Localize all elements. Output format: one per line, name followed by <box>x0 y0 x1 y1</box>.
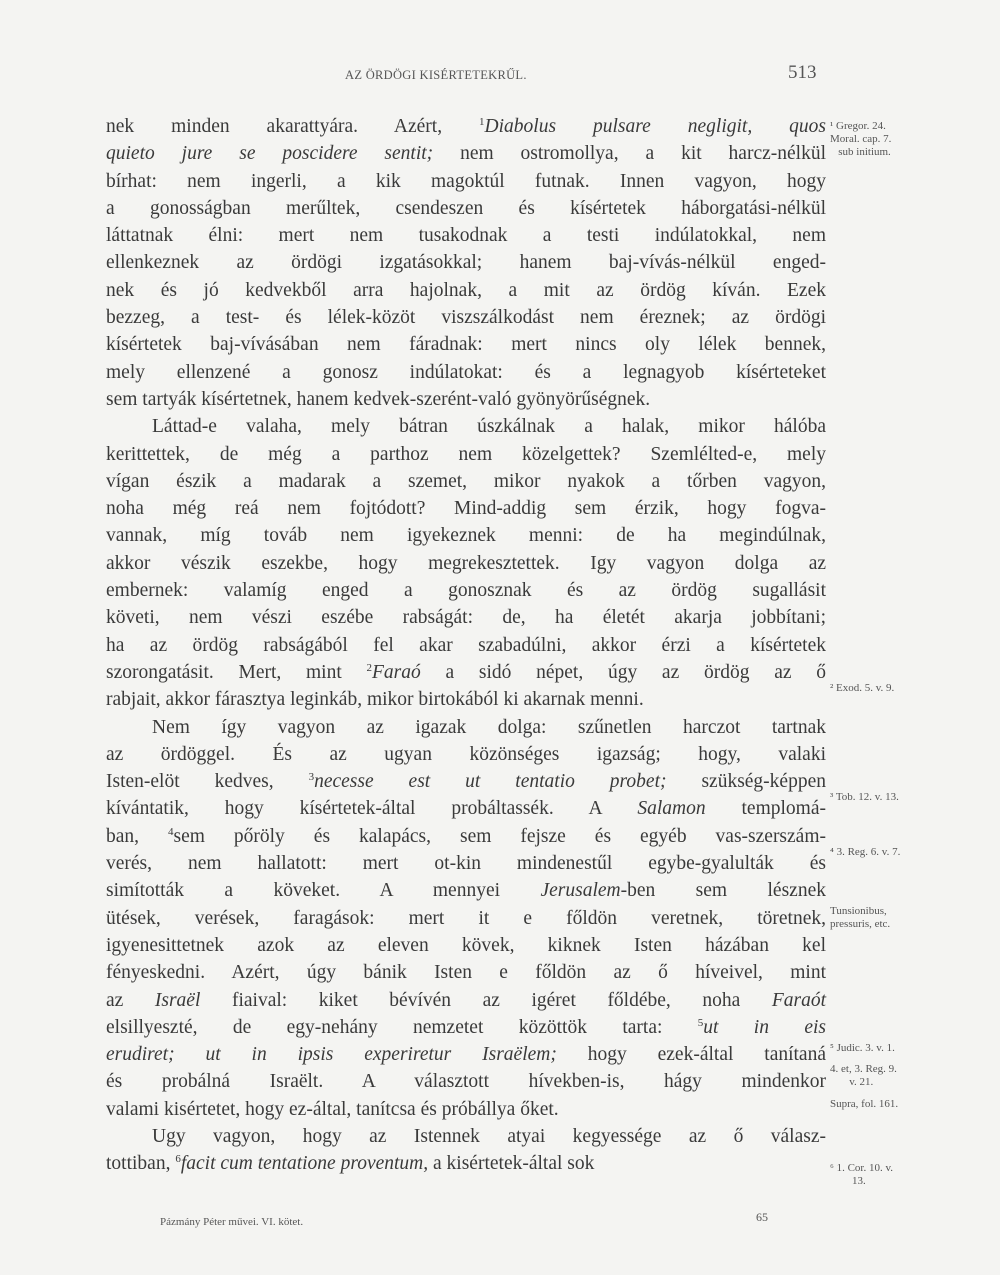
text-span: vígan észik a madarak a szemet, mikor nyakok a tőrben vagyon, <box>106 470 826 492</box>
text-span: templomá- <box>705 798 826 820</box>
text-span: a sidó népet, úgy az ördög az ő <box>420 661 826 683</box>
text-span: bírhat: nem ingerli, a kik magoktúl futnak. Innen vagyon, hogy <box>106 170 826 192</box>
text-span: láttatnak élni: mert nem tusakodnak a testi indúlatokkal, nem <box>106 225 826 247</box>
text-span: embernek: valamíg enged a gonosznak és az ördög sugallásit <box>106 580 826 602</box>
text-span: kívántatik, hogy kísértetek-által probáltassék. A <box>106 798 638 820</box>
text-line <box>106 1096 826 1123</box>
latin-quotation: Faraót <box>771 989 826 1011</box>
text-span: igyenesittetnek azok az eleven kövek, kiknek Isten házában kel <box>106 934 826 956</box>
text-line <box>106 905 826 932</box>
text-line <box>106 1123 826 1150</box>
text-line <box>106 959 826 986</box>
text-span: ban, <box>106 825 169 847</box>
text-line <box>106 222 826 249</box>
margin-note: ¹ Gregor. 24. Moral. cap. 7. sub initium. <box>830 120 892 158</box>
running-header: AZ ÖRDÖGI KISÉRTETEKRŰL. <box>345 68 527 82</box>
text-line <box>106 850 826 877</box>
text-span: elsillyeszté, de egy-nehány nemzetet közöttök tarta: <box>106 1016 698 1038</box>
footnote-marker: 3 <box>308 771 315 784</box>
text-line <box>106 522 826 549</box>
page-number: 513 <box>788 62 817 83</box>
latin-quotation: erudiret; ut in ipsis experiretur Israëlem; <box>106 1044 557 1066</box>
text-span: ha az ördög rabságából fel akar szabadúlni, akkor érzi a kísértetek <box>106 634 826 656</box>
text-line <box>106 1068 826 1095</box>
text-span: Ugy vagyon, hogy az Istennek atyai kegyessége az ő válasz- <box>152 1125 826 1147</box>
latin-quotation: Israël <box>154 989 201 1011</box>
text-line <box>106 168 826 195</box>
text-line <box>106 632 826 659</box>
text-span: fényeskedni. Azért, úgy bánik Isten e főldön az ő híveivel, mint <box>106 962 826 984</box>
text-line <box>106 468 826 495</box>
text-line <box>106 331 826 358</box>
text-line <box>106 795 826 822</box>
footnote-marker: 6 <box>175 1153 181 1166</box>
text-span: ütések, verések, faragások: mert it e főldön veretnek, töretnek, <box>106 907 826 929</box>
text-line <box>106 304 826 331</box>
text-line <box>106 686 826 713</box>
text-span: valami kisértetet, hogy ez-által, tanítcsa és próbállya őket. <box>106 1098 559 1120</box>
margin-note: 4. et, 3. Reg. 9. v. 21. <box>830 1063 897 1088</box>
text-span: követi, nem vészi eszébe rabságát: de, ha életét akarja jobbítani; <box>106 607 826 629</box>
text-span: hogy ezek-által tanítaná <box>556 1044 826 1066</box>
text-span: Isten-elöt kedves, <box>106 771 309 793</box>
margin-note: ⁵ Judic. 3. v. 1. <box>830 1042 895 1054</box>
text-line <box>106 441 826 468</box>
text-line <box>106 1014 826 1041</box>
margin-note: ² Exod. 5. v. 9. <box>830 682 895 694</box>
text-span: sem pőröly és kalapács, sem fejsze és egyéb vas-szerszám- <box>173 825 826 847</box>
text-span: és probálná Israëlt. A választott hívekben-is, hágy mindenkor <box>106 1071 826 1093</box>
text-line <box>106 714 826 741</box>
latin-quotation: ut in eis <box>703 1016 827 1038</box>
text-span: nek és jó kedvekből arra hajolnak, a mit az ördög kíván. Ezek <box>106 279 826 301</box>
text-span: a gonosságban merűltek, csendeszen és kísértetek háborgatási-nélkül <box>106 197 826 219</box>
text-span: fiaival: kiket bévívén az igéret főldébe, noha <box>200 989 772 1011</box>
text-span: simították a köveket. A mennyei <box>106 880 541 902</box>
text-span: kerittettek, de még a parthoz nem közelgettek? Szemlélted-e, mely <box>106 443 826 465</box>
text-span: rabjait, akkor fárasztya leginkáb, mikor birtokából ki akarnak menni. <box>106 689 644 711</box>
text-span: noha még reá nem fojtódott? Mind-addig sem érzik, hogy fogva- <box>106 498 826 520</box>
text-line <box>106 604 826 631</box>
text-line <box>106 577 826 604</box>
text-span: az ördöggel. És az ugyan közönséges igazság; hogy, valaki <box>106 743 826 765</box>
footnote-marker: 5 <box>697 1016 704 1029</box>
signature-mark: 65 <box>756 1210 768 1224</box>
text-span: nem ostromollya, a kit harcz-nélkül <box>433 143 827 165</box>
latin-quotation: facit cum tentatione proventum, <box>180 1153 429 1175</box>
text-line <box>106 495 826 522</box>
latin-quotation: Faraó <box>372 661 421 683</box>
text-span: Nem így vagyon az igazak dolga: szűnetlen harczot tartnak <box>152 716 826 738</box>
text-line <box>106 140 826 167</box>
text-line <box>106 768 826 795</box>
text-line <box>106 823 826 850</box>
text-line <box>106 1041 826 1068</box>
text-line <box>106 1150 826 1177</box>
footnote-marker: 4 <box>168 825 174 838</box>
text-line <box>106 741 826 768</box>
text-line <box>106 932 826 959</box>
text-span: akkor vészik eszekbe, hogy megrekesztettek. Igy vagyon dolga az <box>106 552 826 574</box>
text-line <box>106 987 826 1014</box>
footnote-marker: 1 <box>479 116 485 128</box>
text-span: sem tartyák kísértetnek, hanem kedvek-szerént-való gyönyörűségnek. <box>106 388 651 410</box>
margin-note: ³ Tob. 12. v. 13. <box>830 791 899 803</box>
text-line <box>106 877 826 904</box>
text-span: szorongatásit. Mert, mint <box>106 661 367 683</box>
margin-note: Supra, fol. 161. <box>830 1098 899 1110</box>
text-line <box>106 659 826 686</box>
text-span: bezzeg, a test- és lélek-közöt viszszálkodást nem éreznek; az ördögi <box>106 307 826 329</box>
body-text <box>106 113 826 1178</box>
text-span: Láttad-e valaha, mely bátran úszkálnak a halak, mikor hálóba <box>152 416 826 438</box>
text-line <box>106 359 826 386</box>
text-line <box>106 550 826 577</box>
text-span: szükség-képpen <box>666 771 826 793</box>
text-span: kísértetek baj-vívásában nem fáradnak: mert nincs oly lélek bennek, <box>106 334 826 356</box>
text-span: verés, nem hallatott: mert ot-kin mindenestűl egybe-gyalulták és <box>106 853 826 875</box>
footer-imprint: Pázmány Péter művei. VI. kötet. <box>160 1216 304 1228</box>
text-span: az <box>106 989 155 1011</box>
text-line <box>106 277 826 304</box>
text-span: ellenkeznek az ördögi izgatásokkal; hanem baj-vívás-nélkül enged- <box>106 252 826 274</box>
footnote-marker: 2 <box>366 661 372 674</box>
text-line <box>106 113 826 140</box>
margin-note: Tunsionibus, pressuris, etc. <box>830 905 891 930</box>
text-span: vannak, míg továb nem igyekeznek menni: de ha megindúlnak, <box>106 525 826 547</box>
latin-quotation: Jerusalem <box>540 880 621 902</box>
text-span: -ben sem lésznek <box>620 880 826 902</box>
text-line <box>106 195 826 222</box>
text-span: nek minden akarattyára. Azért, <box>106 116 480 137</box>
text-line <box>106 249 826 276</box>
margin-note: ⁶ 1. Cor. 10. v. 13. <box>830 1162 894 1187</box>
text-line <box>106 413 826 440</box>
text-span: tottiban, <box>106 1153 176 1175</box>
latin-quotation: necesse est ut tentatio probet; <box>314 771 667 793</box>
latin-quotation: Diabolus pulsare negligit, quos <box>484 116 826 137</box>
latin-quotation: Salamon <box>637 798 706 820</box>
text-span: mely ellenzené a gonosz indúlatokat: és a legnagyob kísérteteket <box>106 361 826 383</box>
text-line <box>106 386 826 413</box>
latin-quotation: quieto jure se poscidere sentit; <box>106 143 434 165</box>
margin-note: ⁴ 3. Reg. 6. v. 7. <box>830 846 901 858</box>
text-span: a kisértetek-által sok <box>428 1153 595 1175</box>
